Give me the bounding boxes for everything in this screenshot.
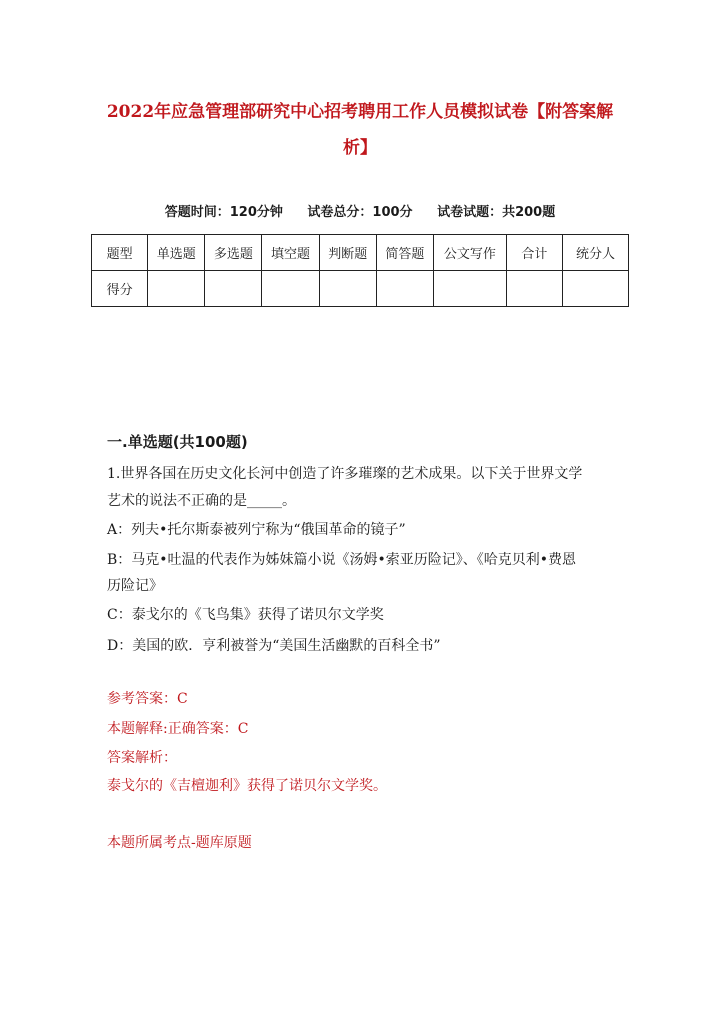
option-d: D：美国的欧．亨利被誉为“美国生活幽默的百科全书” [107,638,441,654]
header-cell: 题型 [92,235,148,271]
reference-answer: 参考答案：C [107,691,188,707]
header-cell: 单选题 [148,235,205,271]
header-cell: 简答题 [376,235,433,271]
option-a: A：列夫•托尔斯泰被列宁称为“俄国革命的镜子” [107,522,406,538]
exam-total-score: 试卷总分：100分 [307,205,413,220]
question-stem-line2: 艺术的说法不正确的是_____。 [107,493,296,509]
answer-explanation-label: 本题解释:正确答案：C [107,721,249,737]
exam-meta [90,201,630,220]
score-cell[interactable] [148,271,205,307]
score-table [91,234,629,307]
exam-question-count: 试卷试题：共200题 [437,205,556,220]
score-table-header-row [92,235,629,271]
score-cell[interactable] [562,271,628,307]
row-label-cell: 得分 [92,271,148,307]
score-table-score-row [92,271,629,307]
exam-time: 答题时间：120分钟 [164,205,283,220]
score-cell[interactable] [205,271,262,307]
score-cell[interactable] [319,271,376,307]
header-cell: 合计 [506,235,562,271]
header-cell: 判断题 [319,235,376,271]
section-heading: 一.单选题(共100题) [107,433,248,451]
question-topic: 本题所属考点-题库原题 [107,835,252,851]
score-cell[interactable] [376,271,433,307]
header-cell: 公文写作 [433,235,506,271]
option-b-line2: 历险记》 [107,578,163,594]
answer-analysis-text: 泰戈尔的《吉檀迦利》获得了诺贝尔文学奖。 [107,778,387,794]
header-cell: 统分人 [562,235,628,271]
score-cell[interactable] [506,271,562,307]
header-cell: 多选题 [205,235,262,271]
header-cell: 填空题 [262,235,319,271]
option-c: C：泰戈尔的《飞鸟集》获得了诺贝尔文学奖 [107,607,384,623]
question-stem-line1: 1.世界各国在历史文化长河中创造了许多璀璨的艺术成果。以下关于世界文学 [107,466,583,482]
score-cell[interactable] [262,271,319,307]
answer-analysis-label: 答案解析： [107,750,177,766]
score-cell[interactable] [433,271,506,307]
option-b-line1: B：马克•吐温的代表作为姊妹篇小说《汤姆•索亚历险记》、《哈克贝利•费恩 [107,552,577,568]
page-title-line1: 2022年应急管理部研究中心招考聘用工作人员模拟试卷【附答案解 [106,102,614,122]
page-title-line2: 析】 [343,138,377,158]
